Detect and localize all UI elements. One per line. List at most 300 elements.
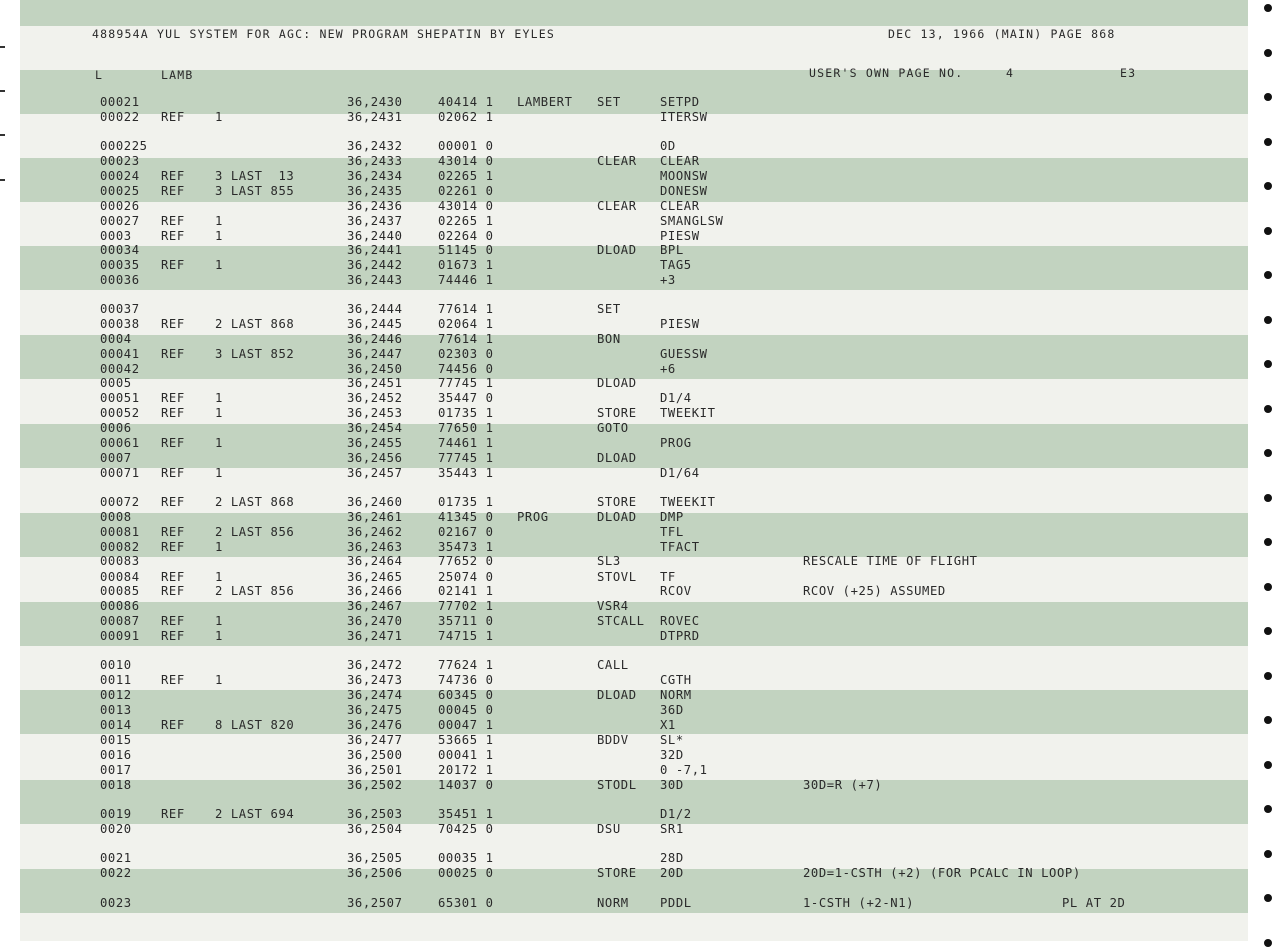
octal-word: 25074 0 — [438, 570, 494, 584]
listing-row — [20, 332, 1248, 347]
octal-word: 01673 1 — [438, 258, 494, 272]
ref-count: 2 LAST 694 — [215, 807, 295, 821]
line-number: 00072 — [100, 495, 140, 509]
comment: 20D=1-CSTH (+2) (FOR PCALC IN LOOP) — [803, 866, 1081, 880]
label: LAMBERT — [517, 95, 573, 109]
listing-row — [20, 199, 1248, 214]
line-number: 0003 — [100, 229, 132, 243]
ref-count: 8 LAST 820 — [215, 718, 295, 732]
operand: 28D — [660, 851, 684, 865]
line-number: 00025 — [100, 184, 140, 198]
listing-row — [20, 495, 1248, 510]
opcode: DLOAD — [597, 243, 637, 257]
ref-flag: REF — [161, 317, 185, 331]
octal-word: 77745 1 — [438, 376, 494, 390]
line-number: 0022 — [100, 866, 132, 880]
line-number: 00061 — [100, 436, 140, 450]
address: 36,2502 — [347, 778, 403, 792]
octal-word: 02265 1 — [438, 214, 494, 228]
line-number: 00034 — [100, 243, 140, 257]
octal-word: 35473 1 — [438, 540, 494, 554]
ref-count: 1 — [215, 110, 223, 124]
address: 36,2465 — [347, 570, 403, 584]
operand: TWEEKIT — [660, 406, 716, 420]
octal-word: 02064 1 — [438, 317, 494, 331]
octal-word: 74736 0 — [438, 673, 494, 687]
opcode: BON — [597, 332, 621, 346]
address: 36,2471 — [347, 629, 403, 643]
line-number: 0014 — [100, 718, 132, 732]
address: 36,2473 — [347, 673, 403, 687]
operand: TWEEKIT — [660, 495, 716, 509]
octal-word: 60345 0 — [438, 688, 494, 702]
operand: DTPRD — [660, 629, 700, 643]
octal-word: 00025 0 — [438, 866, 494, 880]
line-number: 00052 — [100, 406, 140, 420]
ref-flag: REF — [161, 807, 185, 821]
ref-flag: REF — [161, 718, 185, 732]
listing-row — [20, 466, 1248, 481]
octal-word: 41345 0 — [438, 510, 494, 524]
listing-row — [20, 614, 1248, 629]
ref-flag: REF — [161, 229, 185, 243]
ref-count: 1 — [215, 436, 223, 450]
opcode: STORE — [597, 866, 637, 880]
address: 36,2435 — [347, 184, 403, 198]
octal-word: 01735 1 — [438, 495, 494, 509]
octal-word: 53665 1 — [438, 733, 494, 747]
opcode: DLOAD — [597, 376, 637, 390]
opcode: BDDV — [597, 733, 629, 747]
octal-word: 02167 0 — [438, 525, 494, 539]
tractor-hole — [1264, 672, 1272, 680]
tractor-hole — [1264, 405, 1272, 413]
line-number: 00071 — [100, 466, 140, 480]
line-number: 00037 — [100, 302, 140, 316]
opcode: STCALL — [597, 614, 645, 628]
address: 36,2474 — [347, 688, 403, 702]
operand: GUESSW — [660, 347, 708, 361]
address: 36,2430 — [347, 95, 403, 109]
ref-count: 3 LAST 855 — [215, 184, 295, 198]
address: 36,2443 — [347, 273, 403, 287]
octal-word: 20172 1 — [438, 763, 494, 777]
line-number: 00036 — [100, 273, 140, 287]
listing-row — [20, 139, 1248, 154]
address: 36,2462 — [347, 525, 403, 539]
ref-count: 2 LAST 856 — [215, 584, 295, 598]
listing-row — [20, 718, 1248, 733]
ref-count: 1 — [215, 629, 223, 643]
listing-row — [20, 688, 1248, 703]
line-number: 0008 — [100, 510, 132, 524]
ref-count: 1 — [215, 391, 223, 405]
comment: RCOV (+25) ASSUMED — [803, 584, 946, 598]
address: 36,2437 — [347, 214, 403, 228]
edge-mark — [0, 179, 5, 181]
opcode: VSR4 — [597, 599, 629, 613]
line-number: 0021 — [100, 851, 132, 865]
address: 36,2476 — [347, 718, 403, 732]
ref-count: 1 — [215, 570, 223, 584]
line-number: 00038 — [100, 317, 140, 331]
octal-word: 02062 1 — [438, 110, 494, 124]
line-number: 00091 — [100, 629, 140, 643]
operand: CGTH — [660, 673, 692, 687]
listing-row — [20, 302, 1248, 317]
octal-word: 65301 0 — [438, 896, 494, 910]
address: 36,2507 — [347, 896, 403, 910]
ref-count: 3 LAST 852 — [215, 347, 295, 361]
listing-row — [20, 629, 1248, 644]
address: 36,2464 — [347, 554, 403, 568]
line-number: 00086 — [100, 599, 140, 613]
ref-flag: REF — [161, 629, 185, 643]
octal-word: 00041 1 — [438, 748, 494, 762]
comment: 1-CSTH (+2-N1) — [803, 896, 915, 910]
operand: PIESW — [660, 229, 700, 243]
octal-word: 43014 0 — [438, 199, 494, 213]
operand: D1/4 — [660, 391, 692, 405]
address: 36,2503 — [347, 807, 403, 821]
opcode: SET — [597, 95, 621, 109]
opcode: STORE — [597, 495, 637, 509]
address: 36,2442 — [347, 258, 403, 272]
section-name: LAMB — [161, 68, 194, 82]
tractor-hole — [1264, 494, 1272, 502]
operand: MOONSW — [660, 169, 708, 183]
label: PROG — [517, 510, 549, 524]
octal-word: 77745 1 — [438, 451, 494, 465]
octal-word: 00047 1 — [438, 718, 494, 732]
tractor-hole — [1264, 761, 1272, 769]
address: 36,2475 — [347, 703, 403, 717]
address: 36,2451 — [347, 376, 403, 390]
listing-row — [20, 229, 1248, 244]
ref-flag: REF — [161, 184, 185, 198]
listing-row — [20, 154, 1248, 169]
line-number: 00041 — [100, 347, 140, 361]
listing-row — [20, 570, 1248, 585]
listing-row — [20, 214, 1248, 229]
opcode: STORE — [597, 406, 637, 420]
operand: SETPD — [660, 95, 700, 109]
address: 36,2460 — [347, 495, 403, 509]
octal-word: 70425 0 — [438, 822, 494, 836]
address: 36,2432 — [347, 139, 403, 153]
address: 36,2504 — [347, 822, 403, 836]
line-number: 0005 — [100, 376, 132, 390]
opcode: CALL — [597, 658, 629, 672]
operand: PIESW — [660, 317, 700, 331]
operand: 30D — [660, 778, 684, 792]
ref-flag: REF — [161, 525, 185, 539]
line-number: 00084 — [100, 570, 140, 584]
tractor-hole — [1264, 583, 1272, 591]
tractor-hole — [1264, 449, 1272, 457]
tractor-hole — [1264, 850, 1272, 858]
ref-flag: REF — [161, 169, 185, 183]
operand: PROG — [660, 436, 692, 450]
ref-count: 2 LAST 868 — [215, 495, 295, 509]
ref-flag: REF — [161, 614, 185, 628]
octal-word: 77614 1 — [438, 302, 494, 316]
line-number: 000225 — [100, 139, 148, 153]
ref-count: 2 LAST 868 — [215, 317, 295, 331]
opcode: STODL — [597, 778, 637, 792]
address: 36,2454 — [347, 421, 403, 435]
ref-count: 1 — [215, 466, 223, 480]
ref-count: 2 LAST 856 — [215, 525, 295, 539]
edge-mark — [0, 90, 5, 92]
listing-row — [20, 851, 1248, 866]
address: 36,2506 — [347, 866, 403, 880]
line-number: 0006 — [100, 421, 132, 435]
octal-word: 02264 0 — [438, 229, 494, 243]
line-number: 00082 — [100, 540, 140, 554]
octal-word: 35711 0 — [438, 614, 494, 628]
opcode: DLOAD — [597, 451, 637, 465]
listing-row — [20, 184, 1248, 199]
listing-row — [20, 376, 1248, 391]
address: 36,2470 — [347, 614, 403, 628]
ref-flag: REF — [161, 540, 185, 554]
ref-flag: REF — [161, 570, 185, 584]
operand: NORM — [660, 688, 692, 702]
line-number: 0013 — [100, 703, 132, 717]
tractor-hole — [1264, 271, 1272, 279]
octal-word: 00001 0 — [438, 139, 494, 153]
line-number: 0010 — [100, 658, 132, 672]
line-number: 0023 — [100, 896, 132, 910]
listing-row — [20, 866, 1248, 881]
comment: RESCALE TIME OF FLIGHT — [803, 554, 978, 568]
listing-row — [20, 169, 1248, 184]
operand: SMANGLSW — [660, 214, 724, 228]
line-number: 00087 — [100, 614, 140, 628]
operand: D1/2 — [660, 807, 692, 821]
extra-note: PL AT 2D — [1062, 896, 1126, 910]
operand: RCOV — [660, 584, 692, 598]
listing-row — [20, 317, 1248, 332]
line-number: 00051 — [100, 391, 140, 405]
octal-word: 77614 1 — [438, 332, 494, 346]
address: 36,2453 — [347, 406, 403, 420]
tractor-hole — [1264, 805, 1272, 813]
opcode: NORM — [597, 896, 629, 910]
listing-row — [20, 778, 1248, 793]
tractor-hole — [1264, 182, 1272, 190]
tractor-hole — [1264, 4, 1272, 12]
operand: BPL — [660, 243, 684, 257]
tractor-hole — [1264, 93, 1272, 101]
operand: ROVEC — [660, 614, 700, 628]
address: 36,2447 — [347, 347, 403, 361]
ref-count: 3 LAST 13 — [215, 169, 295, 183]
ref-flag: REF — [161, 673, 185, 687]
line-number: 0018 — [100, 778, 132, 792]
operand: ITERSW — [660, 110, 708, 124]
octal-word: 74456 0 — [438, 362, 494, 376]
address: 36,2441 — [347, 243, 403, 257]
address: 36,2445 — [347, 317, 403, 331]
listing-row — [20, 658, 1248, 673]
line-number: 0020 — [100, 822, 132, 836]
octal-word: 35447 0 — [438, 391, 494, 405]
ref-count: 1 — [215, 229, 223, 243]
opcode: DSU — [597, 822, 621, 836]
ref-flag: REF — [161, 495, 185, 509]
octal-word: 02261 0 — [438, 184, 494, 198]
octal-word: 43014 0 — [438, 154, 494, 168]
address: 36,2431 — [347, 110, 403, 124]
opcode: DLOAD — [597, 688, 637, 702]
address: 36,2500 — [347, 748, 403, 762]
listing-row — [20, 391, 1248, 406]
address: 36,2450 — [347, 362, 403, 376]
line-number: 00042 — [100, 362, 140, 376]
octal-word: 01735 1 — [438, 406, 494, 420]
tractor-hole — [1264, 939, 1272, 947]
tractor-hole — [1264, 49, 1272, 57]
listing-row — [20, 673, 1248, 688]
operand: 20D — [660, 866, 684, 880]
operand: TFACT — [660, 540, 700, 554]
octal-word: 40414 1 — [438, 95, 494, 109]
listing-row — [20, 273, 1248, 288]
ref-flag: REF — [161, 110, 185, 124]
listing-row — [20, 703, 1248, 718]
comment: 30D=R (+7) — [803, 778, 883, 792]
listing-row — [20, 421, 1248, 436]
user-page-label: USER'S OWN PAGE NO. — [809, 66, 964, 80]
listing-row — [20, 599, 1248, 614]
listing-row — [20, 807, 1248, 822]
operand: 32D — [660, 748, 684, 762]
address: 36,2444 — [347, 302, 403, 316]
line-number: 00026 — [100, 199, 140, 213]
line-number: 00081 — [100, 525, 140, 539]
octal-word: 74715 1 — [438, 629, 494, 643]
line-number: 0017 — [100, 763, 132, 777]
line-number: 0015 — [100, 733, 132, 747]
listing-row — [20, 763, 1248, 778]
operand: +6 — [660, 362, 676, 376]
ref-flag: REF — [161, 466, 185, 480]
octal-word: 74461 1 — [438, 436, 494, 450]
greenbar-stripe — [20, 0, 1248, 26]
listing-row — [20, 584, 1248, 599]
operand: SL* — [660, 733, 684, 747]
ref-flag: REF — [161, 347, 185, 361]
line-number: 00083 — [100, 554, 140, 568]
octal-word: 02303 0 — [438, 347, 494, 361]
address: 36,2433 — [347, 154, 403, 168]
octal-word: 35443 1 — [438, 466, 494, 480]
operand: CLEAR — [660, 199, 700, 213]
listing-row — [20, 243, 1248, 258]
line-number: 0004 — [100, 332, 132, 346]
listing-row — [20, 822, 1248, 837]
listing-row — [20, 347, 1248, 362]
octal-word: 02141 1 — [438, 584, 494, 598]
listing-row — [20, 554, 1248, 569]
page-header-date: DEC 13, 1966 (MAIN) PAGE 868 — [888, 27, 1116, 41]
octal-word: 77652 0 — [438, 554, 494, 568]
listing-row — [20, 733, 1248, 748]
listing-row — [20, 510, 1248, 525]
line-number: 00024 — [100, 169, 140, 183]
ref-flag: REF — [161, 436, 185, 450]
operand: TAG5 — [660, 258, 692, 272]
address: 36,2466 — [347, 584, 403, 598]
address: 36,2467 — [347, 599, 403, 613]
operand: TF — [660, 570, 676, 584]
octal-word: 77650 1 — [438, 421, 494, 435]
operand: D1/64 — [660, 466, 700, 480]
operand: 0D — [660, 139, 676, 153]
address: 36,2477 — [347, 733, 403, 747]
line-number: 0011 — [100, 673, 132, 687]
listing-row — [20, 525, 1248, 540]
octal-word: 00045 0 — [438, 703, 494, 717]
operand: DMP — [660, 510, 684, 524]
operand: 0 -7,1 — [660, 763, 708, 777]
ref-count: 1 — [215, 258, 223, 272]
opcode: CLEAR — [597, 199, 637, 213]
opcode: GOTO — [597, 421, 629, 435]
line-number: 0007 — [100, 451, 132, 465]
listing-row — [20, 748, 1248, 763]
address: 36,2501 — [347, 763, 403, 777]
ref-flag: REF — [161, 258, 185, 272]
operand: PDDL — [660, 896, 692, 910]
address: 36,2440 — [347, 229, 403, 243]
tractor-hole — [1264, 894, 1272, 902]
operand: 36D — [660, 703, 684, 717]
tractor-hole — [1264, 227, 1272, 235]
ref-count: 1 — [215, 214, 223, 228]
address: 36,2455 — [347, 436, 403, 450]
operand: TFL — [660, 525, 684, 539]
ref-count: 1 — [215, 406, 223, 420]
listing-row — [20, 258, 1248, 273]
ref-flag: REF — [161, 214, 185, 228]
listing-row — [20, 451, 1248, 466]
operand: X1 — [660, 718, 676, 732]
edge-mark — [0, 46, 5, 48]
tractor-hole — [1264, 316, 1272, 324]
listing-row — [20, 406, 1248, 421]
listing-row — [20, 436, 1248, 451]
ref-flag: REF — [161, 584, 185, 598]
address: 36,2472 — [347, 658, 403, 672]
line-number: 00085 — [100, 584, 140, 598]
octal-word: 51145 0 — [438, 243, 494, 257]
tractor-hole — [1264, 360, 1272, 368]
tractor-hole — [1264, 627, 1272, 635]
operand: +3 — [660, 273, 676, 287]
opcode: STOVL — [597, 570, 637, 584]
line-number: 00022 — [100, 110, 140, 124]
opcode: DLOAD — [597, 510, 637, 524]
address: 36,2452 — [347, 391, 403, 405]
operand: DONESW — [660, 184, 708, 198]
octal-word: 14037 0 — [438, 778, 494, 792]
line-number: 00027 — [100, 214, 140, 228]
section-code: E3 — [1120, 66, 1137, 80]
ref-flag: REF — [161, 391, 185, 405]
